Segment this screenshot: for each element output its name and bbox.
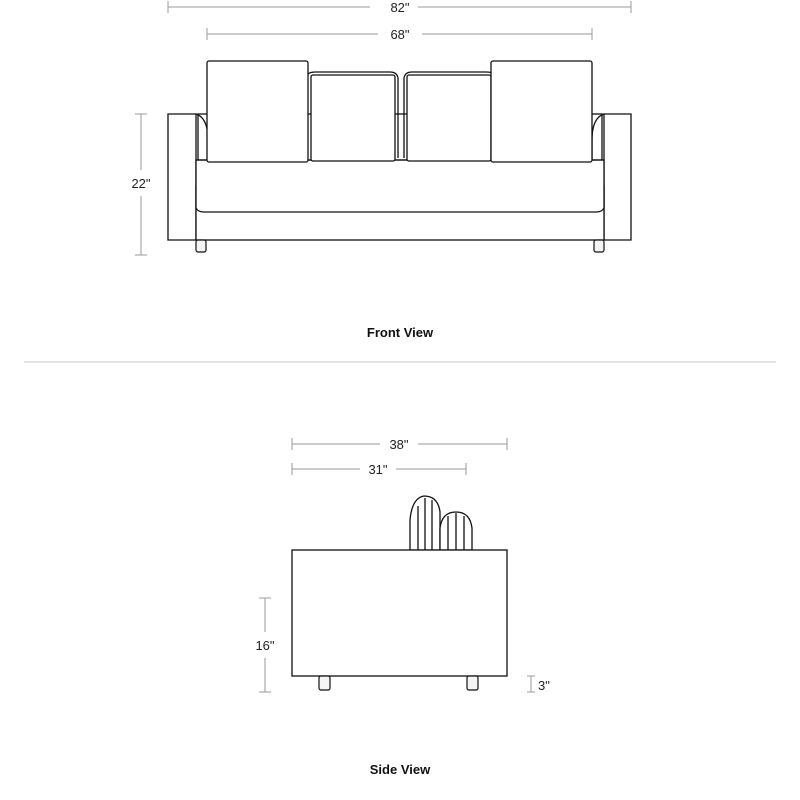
back-cushion-4: [491, 61, 592, 162]
seat-cushion: [196, 186, 604, 212]
front-seat-width-dimension: [207, 27, 592, 42]
back-cushion-2: [311, 75, 395, 161]
left-arm: [168, 114, 196, 240]
back-cushion-3: [407, 75, 491, 161]
side-leg-height-label: 3": [538, 678, 550, 693]
front-right-leg: [594, 240, 604, 252]
front-left-leg: [196, 240, 206, 252]
side-view: [255, 437, 550, 777]
right-arm: [604, 114, 631, 240]
front-height-label: 22": [131, 176, 151, 191]
sofa-side-drawing: [292, 496, 507, 690]
side-body: [292, 550, 507, 676]
side-front-leg: [319, 676, 330, 690]
front-overall-width-label: 82": [390, 0, 410, 15]
front-seat-width-label: 68": [390, 27, 410, 42]
side-back-leg: [467, 676, 478, 690]
side-view-caption: Side View: [369, 762, 431, 777]
side-overall-depth-dimension: [292, 437, 507, 452]
front-view-caption: Front View: [366, 325, 434, 340]
side-arm-height-label: 16": [255, 638, 275, 653]
side-seat-depth-label: 31": [368, 462, 388, 477]
front-overall-width-dimension: [168, 0, 631, 15]
front-view: [131, 0, 631, 340]
side-seat-depth-dimension: [292, 462, 466, 477]
side-arm-height-dimension: [255, 598, 274, 692]
sofa-front-drawing: [168, 61, 631, 252]
side-overall-depth-label: 38": [389, 437, 409, 452]
front-height-dimension: [131, 114, 150, 255]
back-cushion-1: [207, 61, 308, 162]
side-leg-height-dimension: [527, 676, 550, 693]
